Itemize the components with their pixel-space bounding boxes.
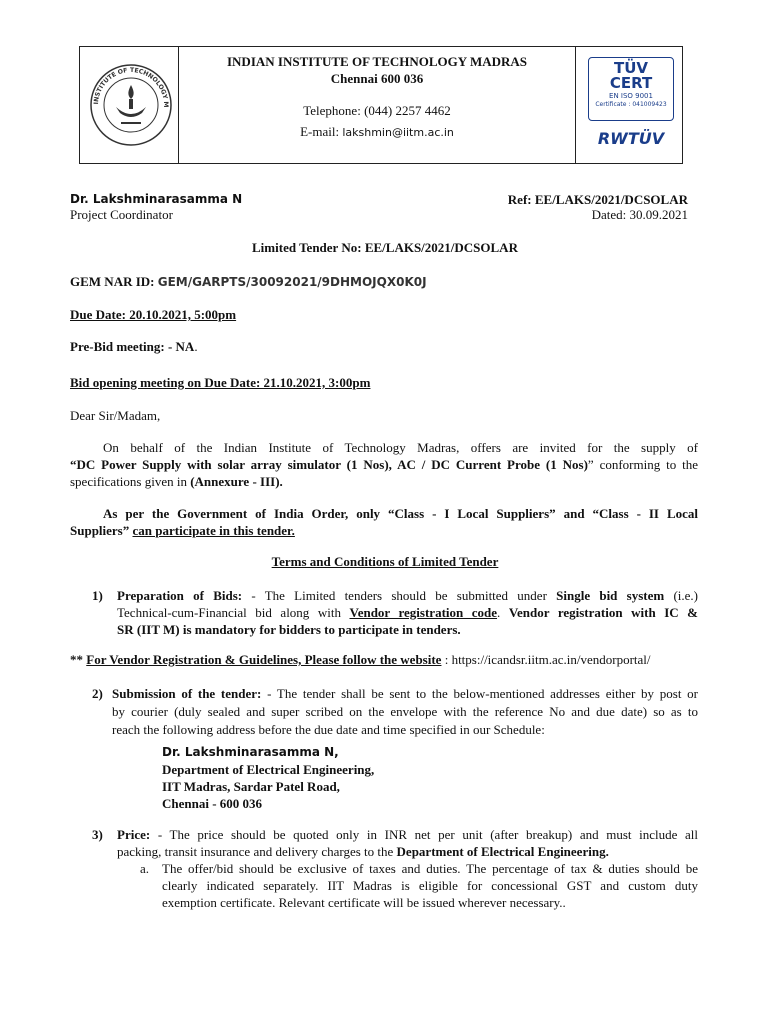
telephone: Telephone: (044) 2257 4462 — [303, 103, 451, 118]
header-divider-left — [178, 47, 179, 163]
letterhead-center — [182, 47, 572, 141]
email-line — [182, 123, 572, 141]
sender-role: Project Coordinator — [70, 207, 173, 222]
header-divider-right — [575, 47, 576, 163]
dated: Dated: 30.09.2021 — [591, 207, 688, 222]
ref-number: Ref: EE/LAKS/2021/DCSOLAR — [507, 192, 688, 207]
prebid-line: Pre-Bid meeting: - NA. — [70, 339, 198, 354]
vendor-portal-link[interactable]: : https://icandsr.iitm.ac.in/vendorportal/ — [441, 652, 651, 667]
gem-nar-line — [70, 274, 427, 290]
ref-line — [508, 192, 688, 208]
prebid-label: Pre-Bid meeting: - NA — [70, 339, 195, 354]
vendor-registration-note: ** For Vendor Registration & Guidelines, Please follow the website : https://icandsr.iitm.ac.in/vendorportal/ — [70, 652, 651, 667]
tender-title: Limited Tender No: EE/LAKS/2021/DCSOLAR — [252, 240, 518, 255]
iitm-seal-icon — [86, 55, 176, 155]
govt-order-paragraph: As per the Government of India Order, only “Class - I Local Suppliers” and “Class - II Local Suppliers” can participate in this tender. — [70, 506, 698, 538]
due-date: Due Date: 20.10.2021, 5:00pm — [70, 307, 237, 322]
terms-item-3a: a. The offer/bid should be exclusive of taxes and duties. The percentage of tax & duties should be clearly indicated separately. IIT Madras is eligible for concessional GST and custom duty exemption certificate. Relevant certificate will be issued wherever necessary.. — [140, 861, 698, 910]
sender-name: Dr. Lakshminarasamma N — [70, 192, 243, 206]
gem-label: GEM NAR ID: — [70, 274, 155, 289]
email-label: E-mail: — [300, 124, 340, 139]
letterhead-box — [79, 46, 683, 164]
institute-city: Chennai 600 036 — [330, 71, 424, 86]
tuv-cert-icon: TÜV CERT EN ISO 9001 Certificate : 041009423 RWTÜV — [588, 57, 674, 157]
terms-item-1: 1) Preparation of Bids: - The Limited tenders should be submitted under Single bid system (i.e.) Technical-cum-Financial bid along with Vendor registration code. Vendor registration with IC & SR (IIT M) is mandatory for bidders to participate in tenders. — [92, 588, 699, 637]
bid-opening: Bid opening meeting on Due Date: 21.10.2021, 3:00pm — [70, 375, 371, 390]
gem-value: GEM/GARPTS/30092021/9DHMOJQX0K0J — [157, 275, 427, 289]
svg-text:INDIAN INSTITUTE OF TECHNOLOGY: INSTITUTE OF TECHNOLOGY M — [92, 66, 170, 108]
terms-item-2: 2) Submission of the tender: - The tender shall be sent to the below-mentioned addresses either by post or by courier (duly sealed and super scribed on the envelope with the reference No and due date) so as to reach the following address before the due date and time specified in our Schedule: — [92, 686, 698, 737]
delivery-address: Dr. Lakshminarasamma N, Department of Electrical Engineering, IIT Madras, Sardar Patel Road, Chennai - 600 036 — [162, 745, 375, 811]
institute-name: INDIAN INSTITUTE OF TECHNOLOGY MADRAS — [226, 54, 527, 69]
rwtuv-logo: RWTÜV — [597, 129, 665, 148]
terms-item-3: 3) Price: - The price should be quoted only in INR net per unit (after breakup) and must include all packing, transit insurance and delivery charges to the Department of Electrical Engineering. — [92, 827, 698, 859]
terms-heading: Terms and Conditions of Limited Tender — [271, 554, 499, 569]
email-value[interactable]: lakshmin@iitm.ac.in — [342, 126, 454, 139]
salutation: Dear Sir/Madam, — [70, 408, 161, 423]
intro-paragraph: On behalf of the Indian Institute of Technology Madras, offers are invited for the supply of “DC Power Supply with solar array simulator (1 Nos), AC / DC Current Probe (1 Nos)” conforming to the specifications given in (Annexure - III). — [70, 440, 699, 489]
